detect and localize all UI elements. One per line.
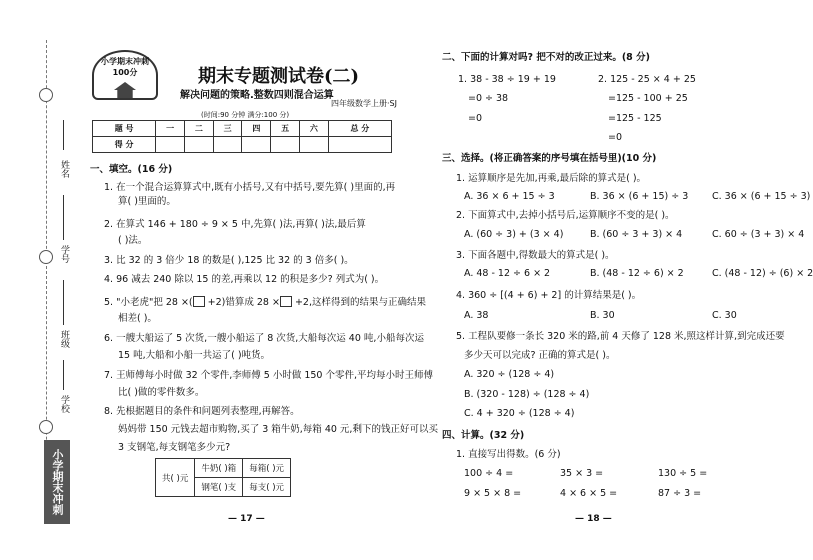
page-subtitle: 解决问题的策略.整数四则混合运算 bbox=[180, 90, 334, 101]
question-text: 2. 在算式 146 + 180 ÷ 9 × 5 中,先算( )法,再算( )法,最后算 bbox=[104, 219, 366, 230]
question-part: +2)错算成 28 × bbox=[204, 297, 280, 308]
score-input[interactable] bbox=[184, 137, 213, 153]
question-text bbox=[104, 296, 426, 309]
question-text: 1. 运算顺序是先加,再乘,最后除的算式是( )。 bbox=[456, 173, 647, 184]
option-a[interactable]: A. 48 - 12 ÷ 6 × 2 bbox=[464, 268, 551, 279]
score-cell: 一 bbox=[156, 121, 185, 137]
page-number: — 17 — bbox=[228, 514, 265, 524]
calc-line: =0 ÷ 38 bbox=[468, 93, 509, 104]
option-c[interactable]: C. 30 bbox=[712, 310, 737, 321]
time-info: (时间:90 分钟 满分:100 分) bbox=[201, 111, 290, 119]
option-a[interactable]: A. (60 ÷ 3) + (3 × 4) bbox=[464, 229, 564, 240]
binding-hole bbox=[39, 88, 53, 102]
calc-item[interactable]: 87 ÷ 3 = bbox=[658, 488, 702, 499]
question-text: 4. 360 ÷ [(4 + 6) + 2] 的计算结果是( )。 bbox=[456, 290, 642, 301]
option-a[interactable]: A. 36 × 6 + 15 ÷ 3 bbox=[464, 191, 555, 202]
section-heading: 四、计算。(32 分) bbox=[442, 430, 525, 441]
score-input[interactable] bbox=[299, 137, 328, 153]
question-part: 5. "小老虎"把 28 ×( bbox=[104, 297, 193, 308]
question-text: 6. 一艘大船运了 5 次货,一艘小船运了 8 次货,大船每次运 40 吨,小船每次运 bbox=[104, 333, 424, 344]
table-row bbox=[156, 459, 291, 478]
pen-each-cell[interactable]: 每支( )元 bbox=[243, 478, 291, 497]
option-b[interactable]: B. 36 × (6 + 15) ÷ 3 bbox=[590, 191, 689, 202]
question-text: 2. 下面算式中,去掉小括号后,运算顺序不变的是( )。 bbox=[456, 210, 675, 221]
question-part: +2,这样得到的结果与正确结果 bbox=[291, 297, 426, 308]
question-text: 相差( )。 bbox=[118, 313, 157, 324]
question-text: 1. 在一个混合运算算式中,既有小括号,又有中括号,要先算( )里面的,再 bbox=[104, 182, 396, 193]
side-label-class: 班级 bbox=[59, 330, 69, 348]
side-label-name: 姓名 bbox=[59, 160, 69, 178]
side-label-school: 学校 bbox=[59, 395, 69, 413]
milk-each-cell[interactable]: 每箱( )元 bbox=[243, 459, 291, 478]
question-text: 3 支钢笔,每支钢笔多少元? bbox=[118, 442, 231, 453]
side-stripe: 小学期末冲刺100分 bbox=[44, 440, 70, 524]
question-text: 7. 王师傅每小时做 32 个零件,李师傅 5 小时做 150 个零件,平均每小时王师傅 bbox=[104, 370, 434, 381]
calc-item[interactable]: 9 × 5 × 8 = bbox=[464, 488, 522, 499]
option-c[interactable]: C. 4 + 320 ÷ (128 ÷ 4) bbox=[464, 408, 575, 419]
question-text: 比( )做的零件数多。 bbox=[118, 387, 205, 398]
score-header-row bbox=[93, 121, 392, 137]
option-b[interactable]: B. (48 - 12 ÷ 6) × 2 bbox=[590, 268, 684, 279]
calc-line: =125 - 100 + 25 bbox=[608, 93, 688, 104]
side-line bbox=[63, 280, 64, 325]
score-input[interactable] bbox=[242, 137, 271, 153]
binding-hole bbox=[39, 420, 53, 434]
score-cell: 五 bbox=[271, 121, 300, 137]
calc-item[interactable]: 130 ÷ 5 = bbox=[658, 468, 708, 479]
right-page bbox=[400, 0, 813, 560]
section-heading: 二、下面的计算对吗? 把不对的改正过来。(8 分) bbox=[442, 52, 650, 63]
option-b[interactable]: B. (60 ÷ 3 + 3) × 4 bbox=[590, 229, 683, 240]
question-text: 算( )里面的。 bbox=[118, 196, 176, 207]
score-cell: 六 bbox=[299, 121, 328, 137]
calc-item[interactable]: 35 × 3 = bbox=[560, 468, 604, 479]
calc-line: 2. 125 - 25 × 4 + 25 bbox=[598, 74, 696, 85]
blank-box[interactable] bbox=[280, 296, 292, 307]
score-cell: 三 bbox=[213, 121, 242, 137]
page-title: 期末专题测试卷(二) bbox=[198, 66, 360, 87]
score-input[interactable] bbox=[328, 137, 391, 153]
score-cell: 四 bbox=[242, 121, 271, 137]
side-line bbox=[63, 195, 64, 240]
total-cell[interactable]: 共( )元 bbox=[156, 459, 195, 497]
side-line bbox=[63, 120, 64, 150]
option-b[interactable]: B. (320 - 128) ÷ (128 ÷ 4) bbox=[464, 389, 590, 400]
score-entry-row bbox=[93, 137, 392, 153]
question-text: 1. 直接写出得数。(6 分) bbox=[456, 449, 561, 460]
logo-text: 小学期末冲刺100分 bbox=[101, 57, 149, 77]
pen-cell[interactable]: 钢笔( )支 bbox=[195, 478, 243, 497]
page-number: — 18 — bbox=[575, 514, 612, 524]
calc-item[interactable]: 100 ÷ 4 = bbox=[464, 468, 514, 479]
score-cell: 总 分 bbox=[328, 121, 391, 137]
question-text: 妈妈带 150 元钱去超市购物,买了 3 箱牛奶,每箱 40 元,剩下的钱正好可以买 bbox=[118, 424, 438, 435]
binding-hole bbox=[39, 250, 53, 264]
question-text: 3. 下面各题中,得数最大的算式是( )。 bbox=[456, 250, 615, 261]
side-line bbox=[63, 360, 64, 390]
option-c[interactable]: C. 60 ÷ (3 + 3) × 4 bbox=[712, 229, 805, 240]
question-text: 4. 96 减去 240 除以 15 的差,再乘以 12 的积是多少? 列式为( )。 bbox=[104, 274, 385, 285]
score-table bbox=[92, 120, 392, 153]
score-cell: 二 bbox=[184, 121, 213, 137]
calc-line: 1. 38 - 38 ÷ 19 + 19 bbox=[458, 74, 556, 85]
score-input[interactable] bbox=[213, 137, 242, 153]
side-label-id: 学号 bbox=[59, 245, 69, 263]
score-input[interactable] bbox=[271, 137, 300, 153]
calc-line: =125 - 125 bbox=[608, 113, 662, 124]
option-b[interactable]: B. 30 bbox=[590, 310, 615, 321]
house-icon bbox=[114, 82, 136, 98]
question-text: 多少天可以完成? 正确的算式是( )。 bbox=[464, 350, 616, 361]
option-c[interactable]: C. (48 - 12) ÷ (6) × 2 bbox=[712, 268, 813, 279]
calc-line: =0 bbox=[468, 113, 483, 124]
question-text: ( )法。 bbox=[118, 235, 148, 246]
option-a[interactable]: A. 320 ÷ (128 ÷ 4) bbox=[464, 369, 555, 380]
question-text: 15 吨,大船和小船一共运了( )吨货。 bbox=[118, 350, 271, 361]
question-text: 8. 先根据题目的条件和问题列表整理,再解答。 bbox=[104, 406, 300, 417]
blank-box[interactable] bbox=[193, 296, 205, 307]
score-cell: 题 号 bbox=[93, 121, 156, 137]
score-input[interactable] bbox=[156, 137, 185, 153]
series-logo bbox=[92, 50, 158, 100]
section-heading: 一、填空。(16 分) bbox=[90, 164, 173, 175]
question-text: 5. 工程队要修一条长 320 米的路,前 4 天修了 128 米,照这样计算,到完成还要 bbox=[456, 331, 785, 342]
score-row-label: 得 分 bbox=[93, 137, 156, 153]
milk-cell[interactable]: 牛奶( )箱 bbox=[195, 459, 243, 478]
question-text: 3. 比 32 的 3 倍少 18 的数是( ),125 比 32 的 3 倍多( )。 bbox=[104, 255, 354, 266]
purchase-table bbox=[155, 458, 291, 497]
option-a[interactable]: A. 38 bbox=[464, 310, 489, 321]
section-heading: 三、选择。(将正确答案的序号填在括号里)(10 分) bbox=[442, 153, 657, 164]
calc-item[interactable]: 4 × 6 × 5 = bbox=[560, 488, 618, 499]
calc-line: =0 bbox=[608, 132, 623, 143]
option-c[interactable]: C. 36 × (6 + 15 ÷ 3) bbox=[712, 191, 811, 202]
grade-label: 四年级数学上册·SJ bbox=[331, 99, 397, 108]
